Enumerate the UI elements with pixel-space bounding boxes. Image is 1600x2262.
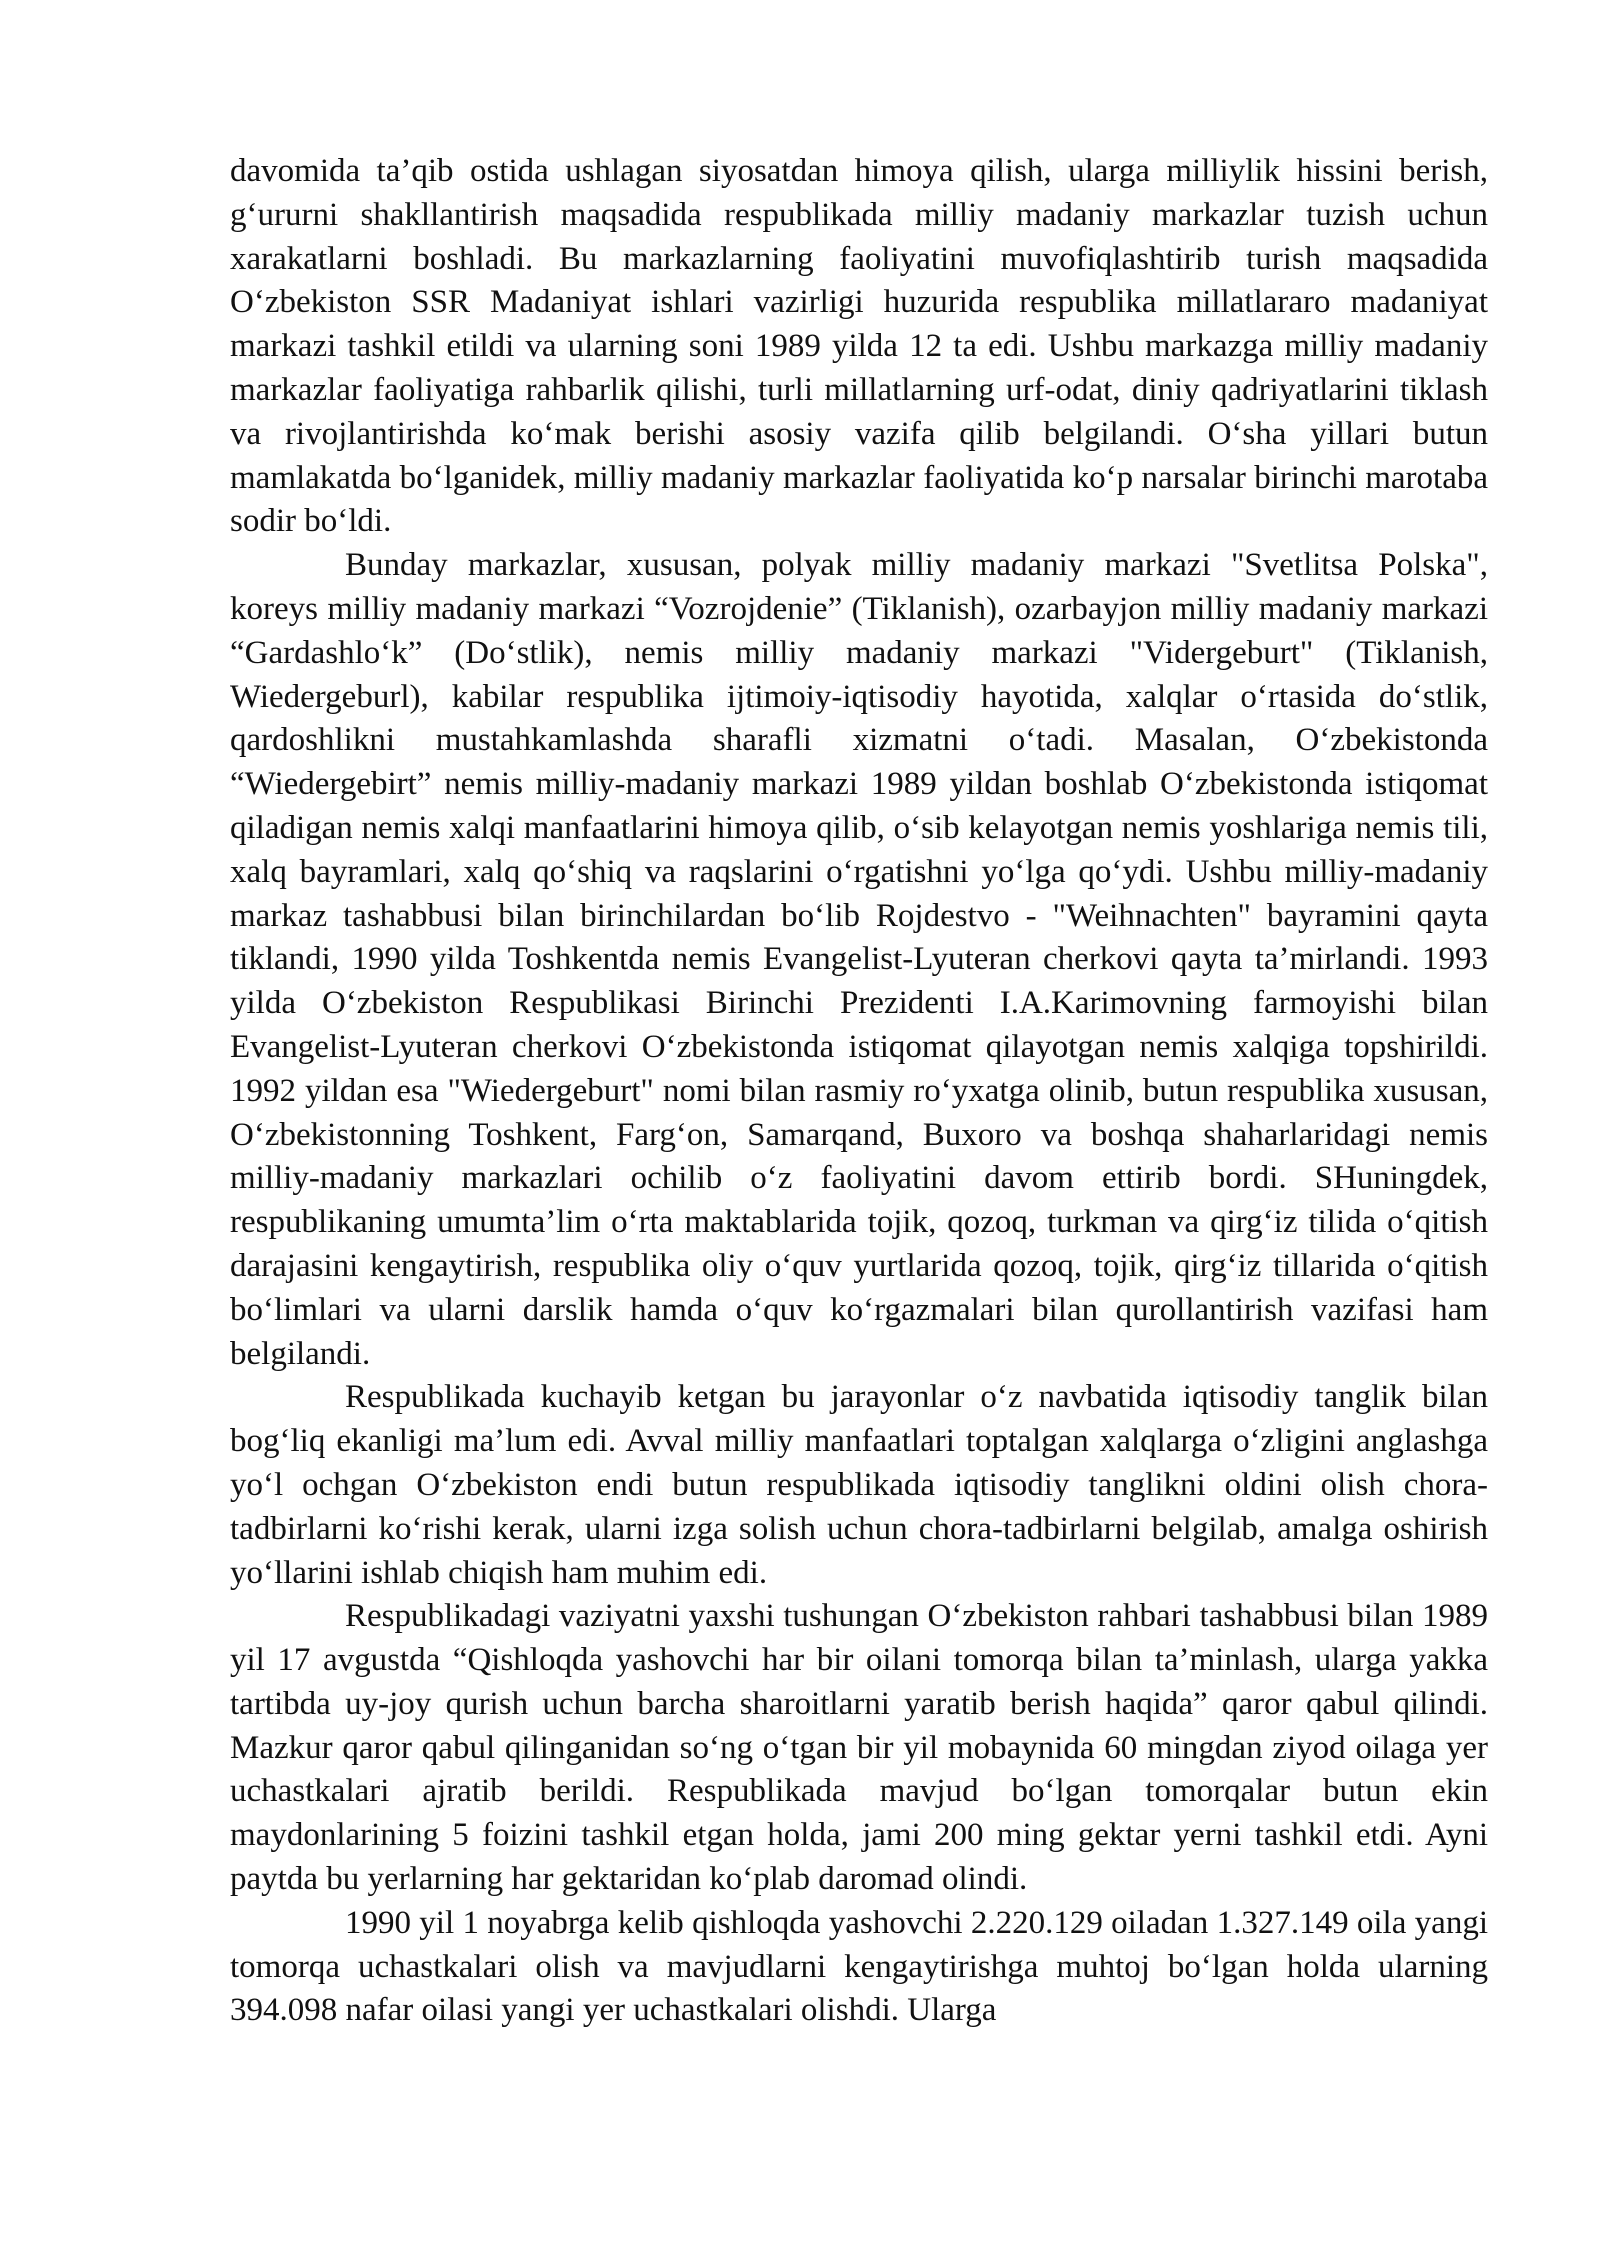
paragraph-5: 1990 yil 1 noyabrga kelib qishloqda yashovchi 2.220.129 oiladan 1.327.149 oila yangi tomorqa uchastkalari olish va mavjudlarni kengaytirishga muhtoj bo‘lgan holda ularning 394.098 nafar oilasi yangi yer uchastkalari olishdi. Ularga xyxy=(230,1904,1488,2029)
paragraph-3: Respublikada kuchayib ketgan bu jarayonlar o‘z navbatida iqtisodiy tanglik bilan bog‘liq ekanligi ma’lum edi. Avval milliy manfaatlari toptalgan xalqlarga o‘zligini anglashga yo‘l ochgan O‘zbekiston endi butun respublikada iqtisodiy tanglikni oldini olish chora-tadbirlarni ko‘rishi kerak, ularni izga solish uchun chora-tadbirlarni belgilab, amalga oshirish yo‘llarini ishlab chiqish ham muhim edi. xyxy=(230,1379,1488,1591)
paragraph-4: Respublikadagi vaziyatni yaxshi tushungan O‘zbekiston rahbari tashabbusi bilan 1989 yil 17 avgustda “Qishloqda yashovchi har bir oilani tomorqa bilan ta’minlash, ularga yakka tartibda uy-joy qurish uchun barcha sharoitlarni yaratib berish haqida” qaror qabul qilindi. Mazkur qaror qabul qilinganidan so‘ng o‘tgan bir yil mobaynida 60 mingdan ziyod oilaga yer uchastkalari ajratib berildi. Respublikada mavjud bo‘lgan tomorqalar butun ekin maydonlarining 5 foizini tashkil etgan holda, jami 200 ming gektar yerni tashkil etdi. Ayni paytda bu yerlarning har gektaridan ko‘plab daromad olindi. xyxy=(230,1598,1488,1898)
paragraph-2: Bunday markazlar, xususan, polyak milliy madaniy markazi "Svetlitsa Polska", koreys milliy madaniy markazi “Vozrojdenie” (Tiklanish), ozarbayjon milliy madaniy markazi “Gardashlo‘k” (Do‘stlik), nemis milliy madaniy markazi "Vidergeburt" (Tiklanish, Wiedergeburl), kabilar respublika ijtimoiy-iqtisodiy hayotida, xalqlar o‘rtasida do‘stlik, qardoshlikni mustahkamlashda sharafli xizmatni o‘tadi. Masalan, O‘zbekistonda “Wiedergebirt” nemis milliy-madaniy markazi 1989 yildan boshlab O‘zbekistonda istiqomat qiladigan nemis xalqi manfaatlarini himoya qilib, o‘sib kelayotgan nemis yoshlariga nemis tili, xalq bayramlari, xalq qo‘shiq va raqslarini o‘rgatishni yo‘lga qo‘ydi. Ushbu milliy-madaniy markaz tashabbusi bilan birinchilardan bo‘lib Rojdestvo - "Weihnachten" bayramini qayta tiklandi, 1990 yilda Toshkentda nemis Evangelist-Lyuteran cherkovi qayta ta’mirlandi. 1993 yilda O‘zbekiston Respublikasi Birinchi Prezidenti I.A.Karimovning farmoyishi bilan Evangelist-Lyuteran cherkovi O‘zbekistonda istiqomat qilayotgan nemis xalqiga topshirildi. 1992 yildan esa "Wiedergeburt" nomi bilan rasmiy ro‘yxatga olinib, butun respublika xususan, O‘zbekistonning Toshkent, Farg‘on, Samarqand, Buxoro va boshqa shaharlaridagi nemis milliy-madaniy markazlari ochilib o‘z faoliyatini davom ettirib bordi. SHuningdek, respublikaning umumta’lim o‘rta maktablarida tojik, qozoq, turkman va qirg‘iz tilida o‘qitish darajasini kengaytirish, respublika oliy o‘quv yurtlarida qozoq, tojik, qirg‘iz tillarida o‘qitish bo‘limlari va ularni darslik hamda o‘quv ko‘rgazmalari bilan qurollantirish vazifasi ham belgilandi. xyxy=(230,547,1488,1372)
paragraph-1: davomida ta’qib ostida ushlagan siyosatdan himoya qilish, ularga milliylik hissini berish, g‘ururni shakllantirish maqsadida respublikada milliy madaniy markazlar tuzish uchun xarakatlarni boshladi. Bu markazlarning faoliyatini muvofiqlashtirib turish maqsadida O‘zbekiston SSR Madaniyat ishlari vazirligi huzurida respublika millatlararo madaniyat markazi tashkil etildi va ularning soni 1989 yilda 12 ta edi. Ushbu markazga milliy madaniy markazlar faoliyatiga rahbarlik qilishi, turli millatlarning urf-odat, diniy qadriyatlarini tiklash va rivojlantirishda ko‘mak berishi asosiy vazifa qilib belgilandi. O‘sha yillari butun mamlakatda bo‘lganidek, milliy madaniy markazlar faoliyatida ko‘p narsalar birinchi marotaba sodir bo‘ldi. xyxy=(230,153,1488,540)
document-page xyxy=(230,150,1488,2033)
